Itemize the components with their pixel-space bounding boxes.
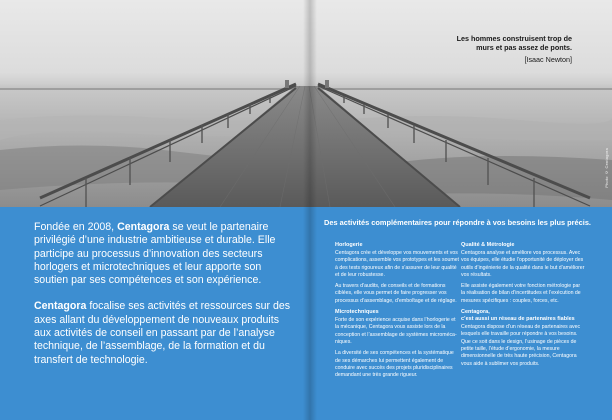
intro-p2-post: focalise ses activités et ressources sur des axes allant du développement de nouveaux produits aux activités de conseil en passant par de l’analyse technique, de l’assemblage, de la formation et du transfert de technologie. — [34, 300, 291, 366]
section-heading: Microtechniques — [335, 309, 379, 316]
section-microtechniques — [335, 309, 459, 379]
brand-name: Centagora — [117, 221, 170, 233]
section-partner-network — [461, 309, 585, 368]
intro-paragraph-1 — [34, 221, 296, 287]
section-qualite-metrologie — [461, 242, 585, 305]
activities-title: Des activités complémentaires pour répondre à vos besoins les plus précis. — [324, 218, 591, 227]
section-paragraph: Forte de son expérience acquise dans l’horlogerie et la mécanique, Centagora vous assiste lors de la conception et l’assemblage de systèmes micromécaniques. — [335, 317, 457, 345]
intro-column — [34, 221, 296, 367]
section-horlogerie — [335, 242, 459, 305]
section-paragraph: Centagora dispose d’un réseau de partenaires avec lesquels elle travaille pour répondre à vos besoins. Que ce soit dans le design, l’usinage de pièces de petite taille, l’étude d’ergonomie, la mesure dimensionnelle de très haute précision, Centagora vous aide à sublimer vos produits. — [461, 324, 581, 367]
quote-line-2: murs et pas assez de ponts. — [476, 43, 572, 53]
section-paragraph: La diversité de ses compétences et la systématique de ses démarches lui permettent également de conduire avec succès des projets pluridisciplinaires demandant une très grande rigueur. — [335, 350, 454, 379]
section-paragraph: Centagora crée et développe vos mouvements et vos complications, assemble vos prototypes et les soumet à des tests rigoureux afin de s’assurer de leur qualité et de leur robustesse. — [335, 250, 459, 278]
section-heading: Qualité & Métrologie — [461, 242, 515, 248]
page-gutter — [303, 0, 317, 420]
intro-paragraph-2 — [34, 300, 296, 366]
section-heading: Horlogerie — [335, 242, 363, 248]
activities-column-1 — [335, 242, 459, 383]
activities-column-2 — [461, 242, 585, 372]
newton-quote — [412, 34, 572, 65]
section-paragraph: Elle assiste également votre fonction métrologie par la réalisation de bilan d’incertitudes et l’exécution de mesures spécifiques : couples, forces, etc. — [461, 283, 581, 304]
section-paragraph: Au travers d’audits, de conseils et de formations ciblées, elle vous permet de faire progresser vos processus d’assemblage, d’emboîtage et de réglage. — [335, 283, 457, 304]
section-paragraph: Centagora analyse et améliore vos processus. Avec vos équipes, elle étudie l’opportunité de déployer des outils d’ingénierie de la qualité dans le but d’améliorer vos résultats. — [461, 250, 585, 278]
section-heading-line-2: c’est aussi un réseau de partenaires fiables — [461, 316, 575, 323]
photo-credit: Photo © Centagora — [604, 148, 609, 188]
intro-p1-post: se veut le partenaire privilégié d’une industrie ambitieuse et durable. Elle participe au processus d’innovation des secteurs horlogers et microtechniques et leur apporte son soutien par ses compétences et son expérience. — [34, 221, 276, 287]
brand-name: Centagora — [34, 300, 87, 313]
section-heading-line-1: Centagora, — [461, 309, 490, 316]
section-heading — [461, 309, 585, 323]
quote-author: [Isaac Newton] — [524, 55, 572, 65]
intro-p1-pre: Fondée en 2008, — [34, 221, 118, 233]
quote-line-1: Les hommes construisent trop de — [456, 34, 572, 43]
